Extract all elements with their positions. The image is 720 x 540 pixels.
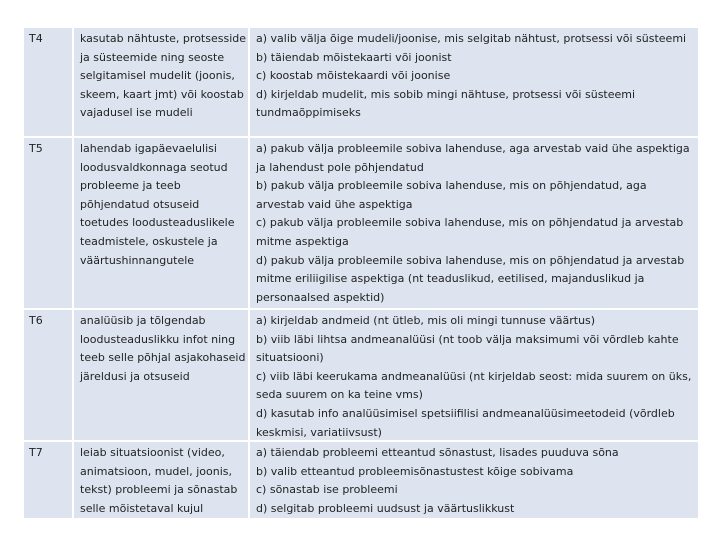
code-text: T5 (29, 142, 43, 155)
code-text: T6 (29, 314, 43, 327)
description-line: teadmistele, oskustele ja (80, 234, 218, 248)
description-line: ja süsteemide ning seoste (80, 50, 225, 64)
description-line: leiab situatsioonist (video, (80, 446, 225, 459)
level-line: a) valib välja õige mudeli/joonise, mis selgitab nähtust, protsessi või süsteemi (256, 32, 687, 45)
description-line: põhjendatud otsuseid (80, 197, 200, 211)
description-line: järeldusi ja otsuseid (80, 369, 190, 383)
row-levels (248, 442, 698, 518)
description-line: animatsioon, mudel, joonis, (80, 464, 233, 478)
description-line: teeb selle põhjal asjakohaseid (80, 351, 246, 365)
description-line: selgitamisel mudelit (joonis, (80, 69, 235, 83)
level-line: d) selgitab probleemi uudsust ja väärtuslikkust (256, 501, 515, 515)
row-description (72, 28, 248, 136)
description-line: analüüsib ja tõlgendab (80, 314, 206, 327)
level-line: d) pakub välja probleemile sobiva lahenduse, mis on põhjendatud ja arvestab (256, 253, 685, 267)
level-line: d) kirjeldab mudelit, mis sobib mingi nähtuse, protsessi või süsteemi (256, 87, 636, 101)
level-line: a) täiendab probleemi etteantud sõnastust, lisades puuduva sõna (256, 446, 619, 459)
code-text: T4 (29, 32, 43, 45)
description-line: probleeme ja teeb (80, 179, 181, 193)
level-line: b) täiendab mõistekaarti või joonist (256, 50, 452, 64)
row-description (72, 310, 248, 440)
level-line: b) valib etteantud probleemisõnastustest kõige sobivama (256, 464, 574, 478)
row-description (72, 442, 248, 518)
level-line: a) kirjeldab andmeid (nt ütleb, mis oli mingi tunnuse väärtus) (256, 314, 596, 327)
level-line: mitme aspektiga (256, 234, 349, 248)
description-line: väärtushinnangutele (80, 253, 195, 267)
description-line: selle mõistetaval kujul (80, 501, 204, 515)
row-code (24, 310, 72, 440)
level-line: c) pakub välja probleemile sobiva lahenduse, mis on põhjendatud ja arvestab (256, 216, 684, 230)
row-description (72, 138, 248, 308)
description-line: loodusvaldkonnaga seotud (80, 160, 228, 174)
row-code (24, 442, 72, 518)
level-line: d) kasutab info analüüsimisel spetsiifilisi andmeanalüüsimeetodeid (võrdleb (256, 406, 675, 420)
level-line: personaalsed aspektid) (256, 290, 385, 304)
description-line: kasutab nähtuste, protsesside (80, 32, 246, 45)
level-line: ja lahendust pole põhjendatud (256, 160, 424, 174)
description-line: toetudes loodusteaduslikele (80, 216, 235, 230)
level-line: situatsiooni) (256, 351, 324, 365)
level-line: keskmisi, variatiivsust) (256, 425, 382, 439)
level-line: tundmaõppimiseks (256, 106, 361, 120)
description-line: lahendab igapäevaelulisi (80, 142, 217, 155)
row-code (24, 138, 72, 308)
level-line: arvestab vaid ühe aspektiga (256, 197, 413, 211)
row-levels (248, 310, 698, 440)
level-line: seda suurem on ka teine vms) (256, 388, 423, 402)
level-line: c) koostab mõistekaardi või joonise (256, 69, 451, 83)
level-line: b) viib läbi lihtsa andmeanalüüsi (nt toob välja maksimumi või võrdleb kahte (256, 332, 679, 346)
description-line: vajadusel ise mudeli (80, 106, 193, 120)
code-text: T7 (29, 446, 43, 459)
description-line: loodusteaduslikku infot ning (80, 332, 236, 346)
level-line: c) viib läbi keerukama andmeanalüüsi (nt kirjeldab seost: mida suurem on üks, (256, 369, 692, 383)
row-levels (248, 28, 698, 136)
row-code (24, 28, 72, 136)
description-line: skeem, kaart jmt) või koostab (80, 87, 244, 101)
competency-table (24, 28, 698, 518)
level-line: mitme eriliigilise aspektiga (nt teaduslikud, eetilised, majanduslikud ja (256, 272, 645, 286)
row-levels (248, 138, 698, 308)
description-line: tekst) probleemi ja sõnastab (80, 483, 238, 497)
level-line: c) sõnastab ise probleemi (256, 483, 398, 497)
level-line: b) pakub välja probleemile sobiva lahenduse, mis on põhjendatud, aga (256, 179, 647, 193)
level-line: a) pakub välja probleemile sobiva lahenduse, aga arvestab vaid ühe aspektiga (256, 142, 690, 155)
